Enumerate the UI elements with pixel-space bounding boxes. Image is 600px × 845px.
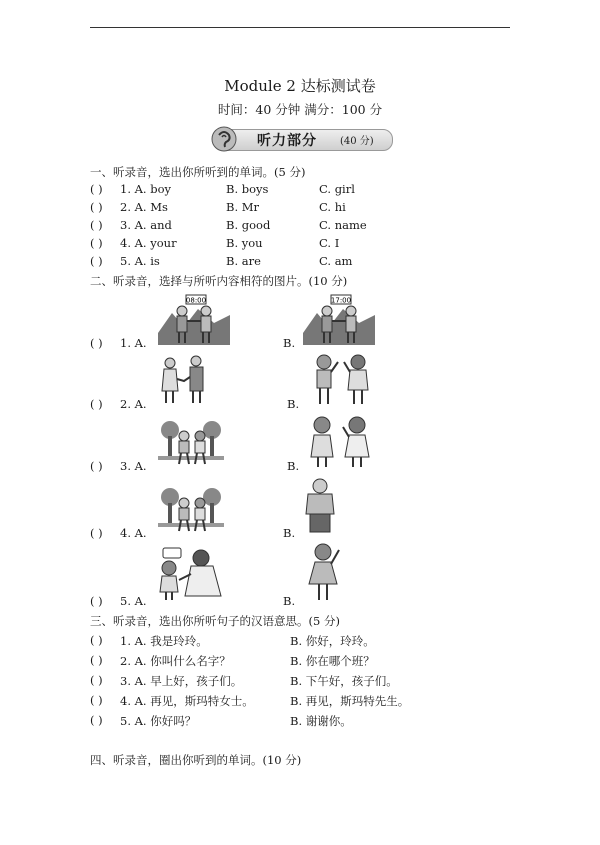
option-b: B. 再见，斯玛特先生。 (290, 694, 410, 708)
answer-blank[interactable]: ( ) (90, 218, 103, 232)
option-a: 1. A. (120, 336, 147, 350)
option-a: 4. A. your (120, 236, 177, 250)
clock-text: 17:00 (330, 296, 352, 305)
section4-heading: 四、听录音，圈出你听到的单词。(10 分) (90, 753, 302, 767)
option-b: B. 你好，玲玲。 (290, 634, 375, 648)
answer-blank[interactable]: ( ) (90, 236, 103, 250)
option-a: 4. A. 再见，斯玛特女士。 (120, 694, 254, 708)
answer-blank[interactable]: ( ) (90, 653, 103, 667)
option-b: B. (283, 336, 296, 350)
option-a: 3. A. and (120, 218, 172, 232)
answer-blank[interactable]: ( ) (90, 200, 103, 214)
option-b: B. are (226, 254, 261, 268)
answer-blank[interactable]: ( ) (90, 693, 103, 707)
option-c: C. am (319, 254, 353, 268)
option-a: 1. A. 我是玲玲。 (120, 634, 208, 648)
page-subtitle: 时间：40 分钟 满分：100 分 (217, 102, 383, 117)
picture-4a-children-walking-trees (158, 485, 224, 533)
answer-blank[interactable]: ( ) (90, 182, 103, 196)
answer-blank[interactable]: ( ) (90, 526, 103, 540)
answer-blank[interactable]: ( ) (90, 336, 103, 350)
picture-1a-meeting-morning (158, 293, 230, 345)
option-a: 1. A. boy (120, 182, 172, 196)
answer-blank[interactable]: ( ) (90, 673, 103, 687)
picture-4b-man-standing (300, 478, 340, 534)
listening-banner (207, 126, 393, 152)
section3-heading: 三、听录音，选出你所听句子的汉语意思。(5 分) (90, 614, 340, 628)
clock-text: 08:00 (185, 296, 207, 305)
picture-5b-girl-waving (305, 542, 345, 602)
option-b: B. (287, 459, 300, 473)
option-c: C. I (319, 236, 340, 250)
option-b: B. (287, 397, 300, 411)
option-a: 2. A. Ms (120, 200, 168, 214)
option-a: 5. A. 你好吗？ (120, 714, 197, 728)
option-b: B. Mr (226, 200, 260, 214)
ear-icon (207, 126, 241, 152)
option-a: 4. A. (120, 526, 147, 540)
answer-blank[interactable]: ( ) (90, 633, 103, 647)
option-b: B. (283, 594, 296, 608)
option-c: C. name (319, 218, 367, 232)
option-a: 3. A. 早上好，孩子们。 (120, 674, 243, 688)
page-title: Module 2 达标测试卷 (224, 77, 376, 95)
option-a: 5. A. is (120, 254, 160, 268)
option-b: B. (283, 526, 296, 540)
option-b: B. boys (226, 182, 269, 196)
answer-blank[interactable]: ( ) (90, 594, 103, 608)
option-c: C. hi (319, 200, 346, 214)
answer-blank[interactable]: ( ) (90, 254, 103, 268)
picture-2b-children-waving (308, 352, 374, 406)
section2-heading: 二、听录音，选择与所听内容相符的图片。(10 分) (90, 274, 348, 288)
option-a: 5. A. (120, 594, 147, 608)
option-c: C. girl (319, 182, 355, 196)
picture-3b-girls-greeting (305, 413, 375, 469)
banner-score: (40 分) (340, 136, 374, 147)
banner-label: 听力部分 (257, 133, 317, 149)
option-a: 2. A. 你叫什么名字？ (120, 654, 231, 668)
picture-5a-girl-and-teacher (155, 546, 227, 602)
option-b: B. good (226, 218, 271, 232)
answer-blank[interactable]: ( ) (90, 713, 103, 727)
picture-2a-handshake (158, 355, 210, 405)
option-a: 3. A. (120, 459, 147, 473)
option-b: B. you (226, 236, 263, 250)
answer-blank[interactable]: ( ) (90, 397, 103, 411)
option-b: B. 谢谢你。 (290, 714, 352, 728)
section1-heading: 一、听录音，选出你所听到的单词。(5 分) (90, 165, 306, 179)
option-a: 2. A. (120, 397, 147, 411)
top-rule (90, 27, 510, 28)
picture-3a-children-walking-trees (158, 418, 224, 466)
option-b: B. 你在哪个班？ (290, 654, 375, 668)
option-b: B. 下午好，孩子们。 (290, 674, 398, 688)
picture-1b-meeting-evening (303, 293, 375, 345)
answer-blank[interactable]: ( ) (90, 459, 103, 473)
